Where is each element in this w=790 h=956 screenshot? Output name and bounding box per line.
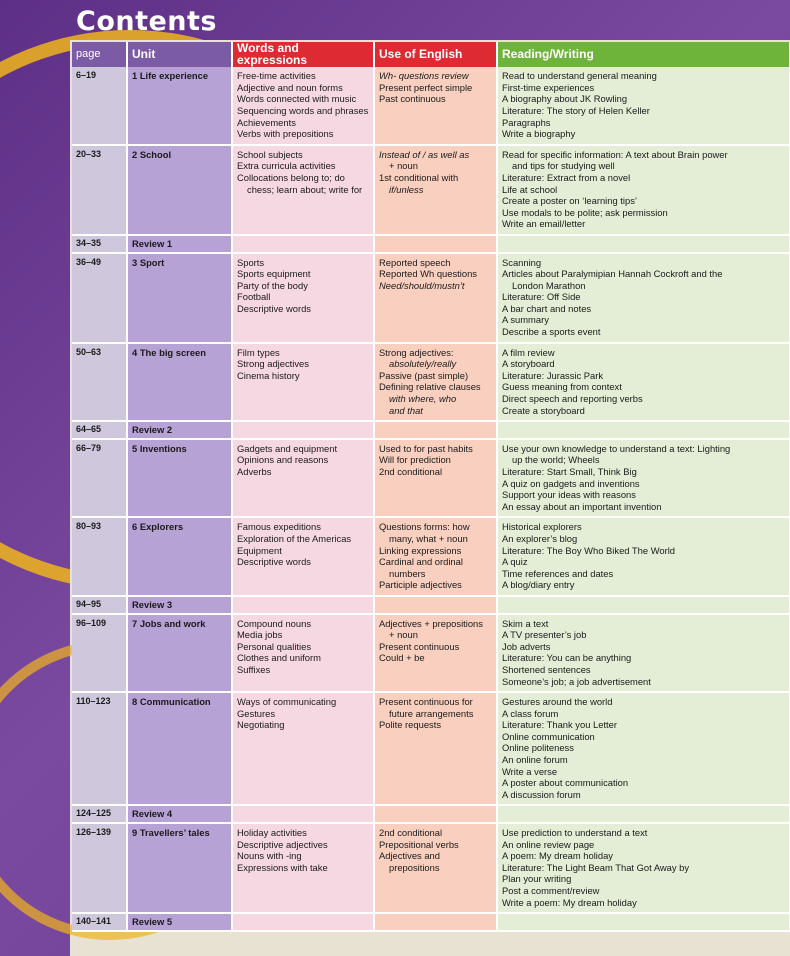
review-row xyxy=(72,805,790,823)
cell-line: Historical explorers xyxy=(502,521,582,533)
table-row xyxy=(72,253,790,343)
cell-line: absolutely/really xyxy=(389,358,457,370)
reading-writing-cell xyxy=(497,692,790,805)
cell-line: Literature: The Boy Who Biked The World xyxy=(502,544,676,556)
reading-writing-cell xyxy=(497,913,790,931)
table-row xyxy=(72,823,790,913)
cell-line: Literature: Jurassic Park xyxy=(502,369,604,381)
reading-writing-cell xyxy=(497,517,790,596)
cell-line: Write a biography xyxy=(502,128,576,140)
cell-line: Reported speech xyxy=(379,256,451,268)
cell-line: Negotiating xyxy=(237,719,285,731)
cell-line: Words connected with music xyxy=(237,93,357,105)
unit-title-cell: 4 The big screen xyxy=(127,343,232,422)
contents-table xyxy=(72,42,790,932)
cell-line: Equipment xyxy=(237,544,282,556)
cell-line: Will for prediction xyxy=(379,454,451,466)
cell-line: A poem: My dream holiday xyxy=(502,850,613,862)
table-row xyxy=(72,343,790,422)
cell-line: Read to understand general meaning xyxy=(502,70,657,82)
unit-title-cell: 3 Sport xyxy=(127,253,232,343)
words-cell xyxy=(232,439,374,518)
cell-line: Strong adjectives xyxy=(237,358,309,370)
cell-line: Sports xyxy=(237,256,265,268)
page-range-cell: 124–125 xyxy=(72,805,127,823)
cell-line: Sequencing words and phrases xyxy=(237,104,369,116)
cell-line: Descriptive words xyxy=(237,302,311,314)
page-range-cell: 94–95 xyxy=(72,596,127,614)
cell-line: Free-time activities xyxy=(237,70,316,82)
page-range-cell: 64–65 xyxy=(72,421,127,439)
page-range-cell: 6–19 xyxy=(72,67,127,145)
cell-line: Descriptive adjectives xyxy=(237,838,328,850)
english-cell xyxy=(374,253,497,343)
cell-line: 1st conditional with xyxy=(379,171,459,183)
cell-line: Adjectives and xyxy=(379,850,440,862)
reading-writing-cell xyxy=(497,253,790,343)
cell-line: Scanning xyxy=(502,256,542,268)
cell-line: A bar chart and notes xyxy=(502,302,592,314)
words-cell xyxy=(232,517,374,596)
reading-writing-cell xyxy=(497,614,790,693)
header-reading-writing: Reading/Writing xyxy=(497,42,790,67)
cell-line: Write a poem: My dream holiday xyxy=(502,896,637,908)
reading-writing-cell xyxy=(497,823,790,913)
cell-line: Someone’s job; a job advertisement xyxy=(502,675,651,687)
words-cell xyxy=(232,67,374,145)
cell-line: A discussion forum xyxy=(502,788,581,800)
english-cell xyxy=(374,692,497,805)
english-cell xyxy=(374,235,497,253)
cell-line: Opinions and reasons xyxy=(237,454,329,466)
cell-line: Guess meaning from context xyxy=(502,381,622,393)
cell-line: A quiz xyxy=(502,556,528,568)
cell-line: Create a poster on ‘learning tips’ xyxy=(502,195,637,207)
page-range-cell: 126–139 xyxy=(72,823,127,913)
cell-line: Could + be xyxy=(379,652,425,664)
cell-line: + noun xyxy=(389,160,418,172)
english-cell xyxy=(374,145,497,235)
words-cell xyxy=(232,253,374,343)
cell-line: Suffixes xyxy=(237,663,271,675)
cell-line: Extra curricula activities xyxy=(237,160,336,172)
cell-line: A TV presenter’s job xyxy=(502,629,587,641)
cell-line: Literature: The Light Beam That Got Away by xyxy=(502,861,690,873)
cell-line: Cinema history xyxy=(237,369,300,381)
cell-line: Film types xyxy=(237,346,280,358)
page-range-cell: 20–33 xyxy=(72,145,127,235)
cell-line: Gestures around the world xyxy=(502,696,613,708)
cell-line: Literature: Thank you Letter xyxy=(502,719,617,731)
review-row xyxy=(72,913,790,931)
cell-line: A poster about communication xyxy=(502,777,629,789)
cell-line: Paragraphs xyxy=(502,116,551,128)
table-body xyxy=(72,67,790,931)
cell-line: Verbs with prepositions xyxy=(237,128,334,140)
unit-title-cell: Review 2 xyxy=(127,421,232,439)
cell-line: 2nd conditional xyxy=(379,466,443,477)
words-cell xyxy=(232,596,374,614)
reading-writing-cell xyxy=(497,67,790,145)
reading-writing-cell xyxy=(497,421,790,439)
words-cell xyxy=(232,692,374,805)
unit-title-cell: 7 Jobs and work xyxy=(127,614,232,693)
page-range-cell: 110–123 xyxy=(72,692,127,805)
cell-line: London Marathon xyxy=(512,279,586,291)
cell-line: Football xyxy=(237,291,271,303)
cell-line: numbers xyxy=(389,567,426,579)
unit-title-cell: Review 4 xyxy=(127,805,232,823)
english-cell xyxy=(374,823,497,913)
cell-line: A biography about JK Rowling xyxy=(502,93,628,105)
cell-line: Literature: Off Side xyxy=(502,291,581,303)
cell-line: Passive (past simple) xyxy=(379,369,469,381)
cell-line: if/unless xyxy=(389,183,424,195)
cell-line: Use modals to be polite; ask permission xyxy=(502,206,668,218)
unit-title-cell: Review 5 xyxy=(127,913,232,931)
page-range-cell: 66–79 xyxy=(72,439,127,518)
unit-title-cell: 1 Life experience xyxy=(127,67,232,145)
words-cell xyxy=(232,343,374,422)
cell-line: Adverbs xyxy=(237,466,272,477)
page-range-cell: 140–141 xyxy=(72,913,127,931)
words-cell xyxy=(232,913,374,931)
unit-title-cell: 5 Inventions xyxy=(127,439,232,518)
review-row xyxy=(72,421,790,439)
cell-line: Questions forms: how xyxy=(379,521,470,533)
cell-line: Plan your writing xyxy=(502,873,572,885)
review-row xyxy=(72,596,790,614)
cell-line: Literature: Extract from a novel xyxy=(502,171,631,183)
unit-title-cell: Review 1 xyxy=(127,235,232,253)
cell-line: Linking expressions xyxy=(379,544,462,556)
cell-line: Clothes and uniform xyxy=(237,652,321,664)
cell-line: Participle adjectives xyxy=(379,579,462,591)
cell-line: Use your own knowledge to understand a text: Lighting xyxy=(502,442,731,454)
cell-line: Compound nouns xyxy=(237,617,312,629)
cell-line: Create a storyboard xyxy=(502,404,585,416)
cell-line: Present continuous xyxy=(379,640,460,652)
cell-line: Expressions with take xyxy=(237,861,328,873)
table-row xyxy=(72,67,790,145)
cell-line: Prepositional verbs xyxy=(379,838,459,850)
cell-line: and that xyxy=(389,404,423,416)
header-words: Words and expressions xyxy=(232,42,374,67)
cell-line: prepositions xyxy=(389,861,440,873)
cell-line: First-time experiences xyxy=(502,81,595,93)
reading-writing-cell xyxy=(497,596,790,614)
english-cell xyxy=(374,343,497,422)
cell-line: Party of the body xyxy=(237,279,308,291)
cell-line: Exploration of the Americas xyxy=(237,532,352,544)
cell-line: up the world; Wheels xyxy=(512,454,600,466)
cell-line: A film review xyxy=(502,346,555,358)
cell-line: A blog/diary entry xyxy=(502,579,575,591)
table-row xyxy=(72,517,790,596)
english-cell xyxy=(374,421,497,439)
unit-title-cell: 9 Travellers’ tales xyxy=(127,823,232,913)
cell-line: Read for specific information: A text about Brain power xyxy=(502,148,728,160)
page-range-cell: 96–109 xyxy=(72,614,127,693)
english-cell xyxy=(374,596,497,614)
cell-line: A summary xyxy=(502,314,549,326)
cell-line: Write a verse xyxy=(502,765,558,777)
cell-line: Online communication xyxy=(502,730,595,742)
cell-line: Articles about Paralymipian Hannah Cockroft and the xyxy=(502,268,723,280)
cell-line: Defining relative clauses xyxy=(379,381,481,393)
english-cell xyxy=(374,805,497,823)
cell-line: A class forum xyxy=(502,707,559,719)
page-title: Contents xyxy=(76,6,218,37)
cell-line: chess; learn about; write for xyxy=(247,183,363,195)
page-range-cell: 34–35 xyxy=(72,235,127,253)
unit-title-cell: 6 Explorers xyxy=(127,517,232,596)
cell-line: A storyboard xyxy=(502,358,555,370)
cell-line: Holiday activities xyxy=(237,827,307,839)
cell-line: Time references and dates xyxy=(502,567,614,579)
cell-line: Nouns with -ing xyxy=(237,850,302,862)
words-cell xyxy=(232,614,374,693)
reading-writing-cell xyxy=(497,235,790,253)
cell-line: Job adverts xyxy=(502,640,551,652)
table-row xyxy=(72,692,790,805)
page-range-cell: 50–63 xyxy=(72,343,127,422)
cell-line: Media jobs xyxy=(237,629,283,641)
cell-line: Past continuous xyxy=(379,93,446,105)
cell-line: Adjective and noun forms xyxy=(237,81,343,93)
cell-line: An online review page xyxy=(502,838,595,850)
cell-line: Literature: The story of Helen Keller xyxy=(502,104,650,116)
cell-line: Describe a sports event xyxy=(502,326,601,338)
cell-line: Famous expeditions xyxy=(237,521,321,533)
words-cell xyxy=(232,421,374,439)
english-cell xyxy=(374,614,497,693)
cell-line: Skim a text xyxy=(502,617,549,629)
reading-writing-cell xyxy=(497,145,790,235)
reading-writing-cell xyxy=(497,439,790,518)
english-cell xyxy=(374,439,497,518)
table-row xyxy=(72,439,790,518)
cell-line: Gestures xyxy=(237,707,276,719)
page-range-cell: 80–93 xyxy=(72,517,127,596)
cell-line: 2nd conditional xyxy=(379,827,443,839)
cell-line: Cardinal and ordinal xyxy=(379,556,463,568)
cell-line: Direct speech and reporting verbs xyxy=(502,393,643,405)
header-unit: Unit xyxy=(127,42,232,67)
unit-title-cell: Review 3 xyxy=(127,596,232,614)
table-row xyxy=(72,145,790,235)
cell-line: Support your ideas with reasons xyxy=(502,489,636,501)
cell-line: future arrangements xyxy=(389,707,474,719)
cell-line: Sports equipment xyxy=(237,268,311,280)
cell-line: + noun xyxy=(389,629,418,641)
page-range-cell: 36–49 xyxy=(72,253,127,343)
cell-line: A quiz on gadgets and inventions xyxy=(502,477,640,489)
cell-line: many, what + noun xyxy=(389,532,468,544)
cell-line: School subjects xyxy=(237,148,303,160)
cell-line: Gadgets and equipment xyxy=(237,442,338,454)
cell-line: An essay about an important invention xyxy=(502,500,662,512)
english-cell xyxy=(374,517,497,596)
cell-line: Personal qualities xyxy=(237,640,312,652)
cell-line: An online forum xyxy=(502,754,568,766)
cell-line: Collocations belong to; do xyxy=(237,171,345,183)
cell-line: Strong adjectives: xyxy=(379,346,454,358)
cell-line: Reported Wh questions xyxy=(379,268,477,280)
cell-line: Literature: You can be anything xyxy=(502,652,632,664)
english-cell xyxy=(374,913,497,931)
cell-line: Life at school xyxy=(502,183,558,195)
cell-line: Shortened sentences xyxy=(502,663,591,675)
unit-title-cell: 8 Communication xyxy=(127,692,232,805)
cell-line: Write an email/letter xyxy=(502,218,586,230)
cell-line: Post a comment/review xyxy=(502,885,600,896)
english-cell xyxy=(374,67,497,145)
cell-line: Present continuous for xyxy=(379,696,473,708)
words-cell xyxy=(232,823,374,913)
cell-line: with where, who xyxy=(389,393,457,405)
cell-line: Ways of communicating xyxy=(237,696,337,708)
cell-line: and tips for studying well xyxy=(512,160,615,172)
cell-line: Adjectives + prepositions xyxy=(379,617,483,629)
reading-writing-cell xyxy=(497,343,790,422)
unit-title-cell: 2 School xyxy=(127,145,232,235)
cell-line: Need/should/mustn’t xyxy=(379,279,465,291)
table-row xyxy=(72,614,790,693)
cell-line: Instead of / as well as xyxy=(379,148,470,160)
words-cell xyxy=(232,805,374,823)
reading-writing-cell xyxy=(497,805,790,823)
cell-line: Wh- questions review xyxy=(379,70,469,82)
cell-line: Used to for past habits xyxy=(379,442,473,454)
cell-line: Literature: Start Small, Think Big xyxy=(502,466,637,477)
words-cell xyxy=(232,145,374,235)
header-page: page xyxy=(72,42,127,67)
cell-line: Online politeness xyxy=(502,742,574,754)
table-header-row xyxy=(72,42,790,67)
cell-line: Polite requests xyxy=(379,719,442,731)
cell-line: Present perfect simple xyxy=(379,81,473,93)
cell-line: An explorer’s blog xyxy=(502,532,578,544)
review-row xyxy=(72,235,790,253)
words-cell xyxy=(232,235,374,253)
header-english: Use of English xyxy=(374,42,497,67)
cell-line: Achievements xyxy=(237,116,296,128)
cell-line: Use prediction to understand a text xyxy=(502,827,648,839)
cell-line: Descriptive words xyxy=(237,556,311,568)
